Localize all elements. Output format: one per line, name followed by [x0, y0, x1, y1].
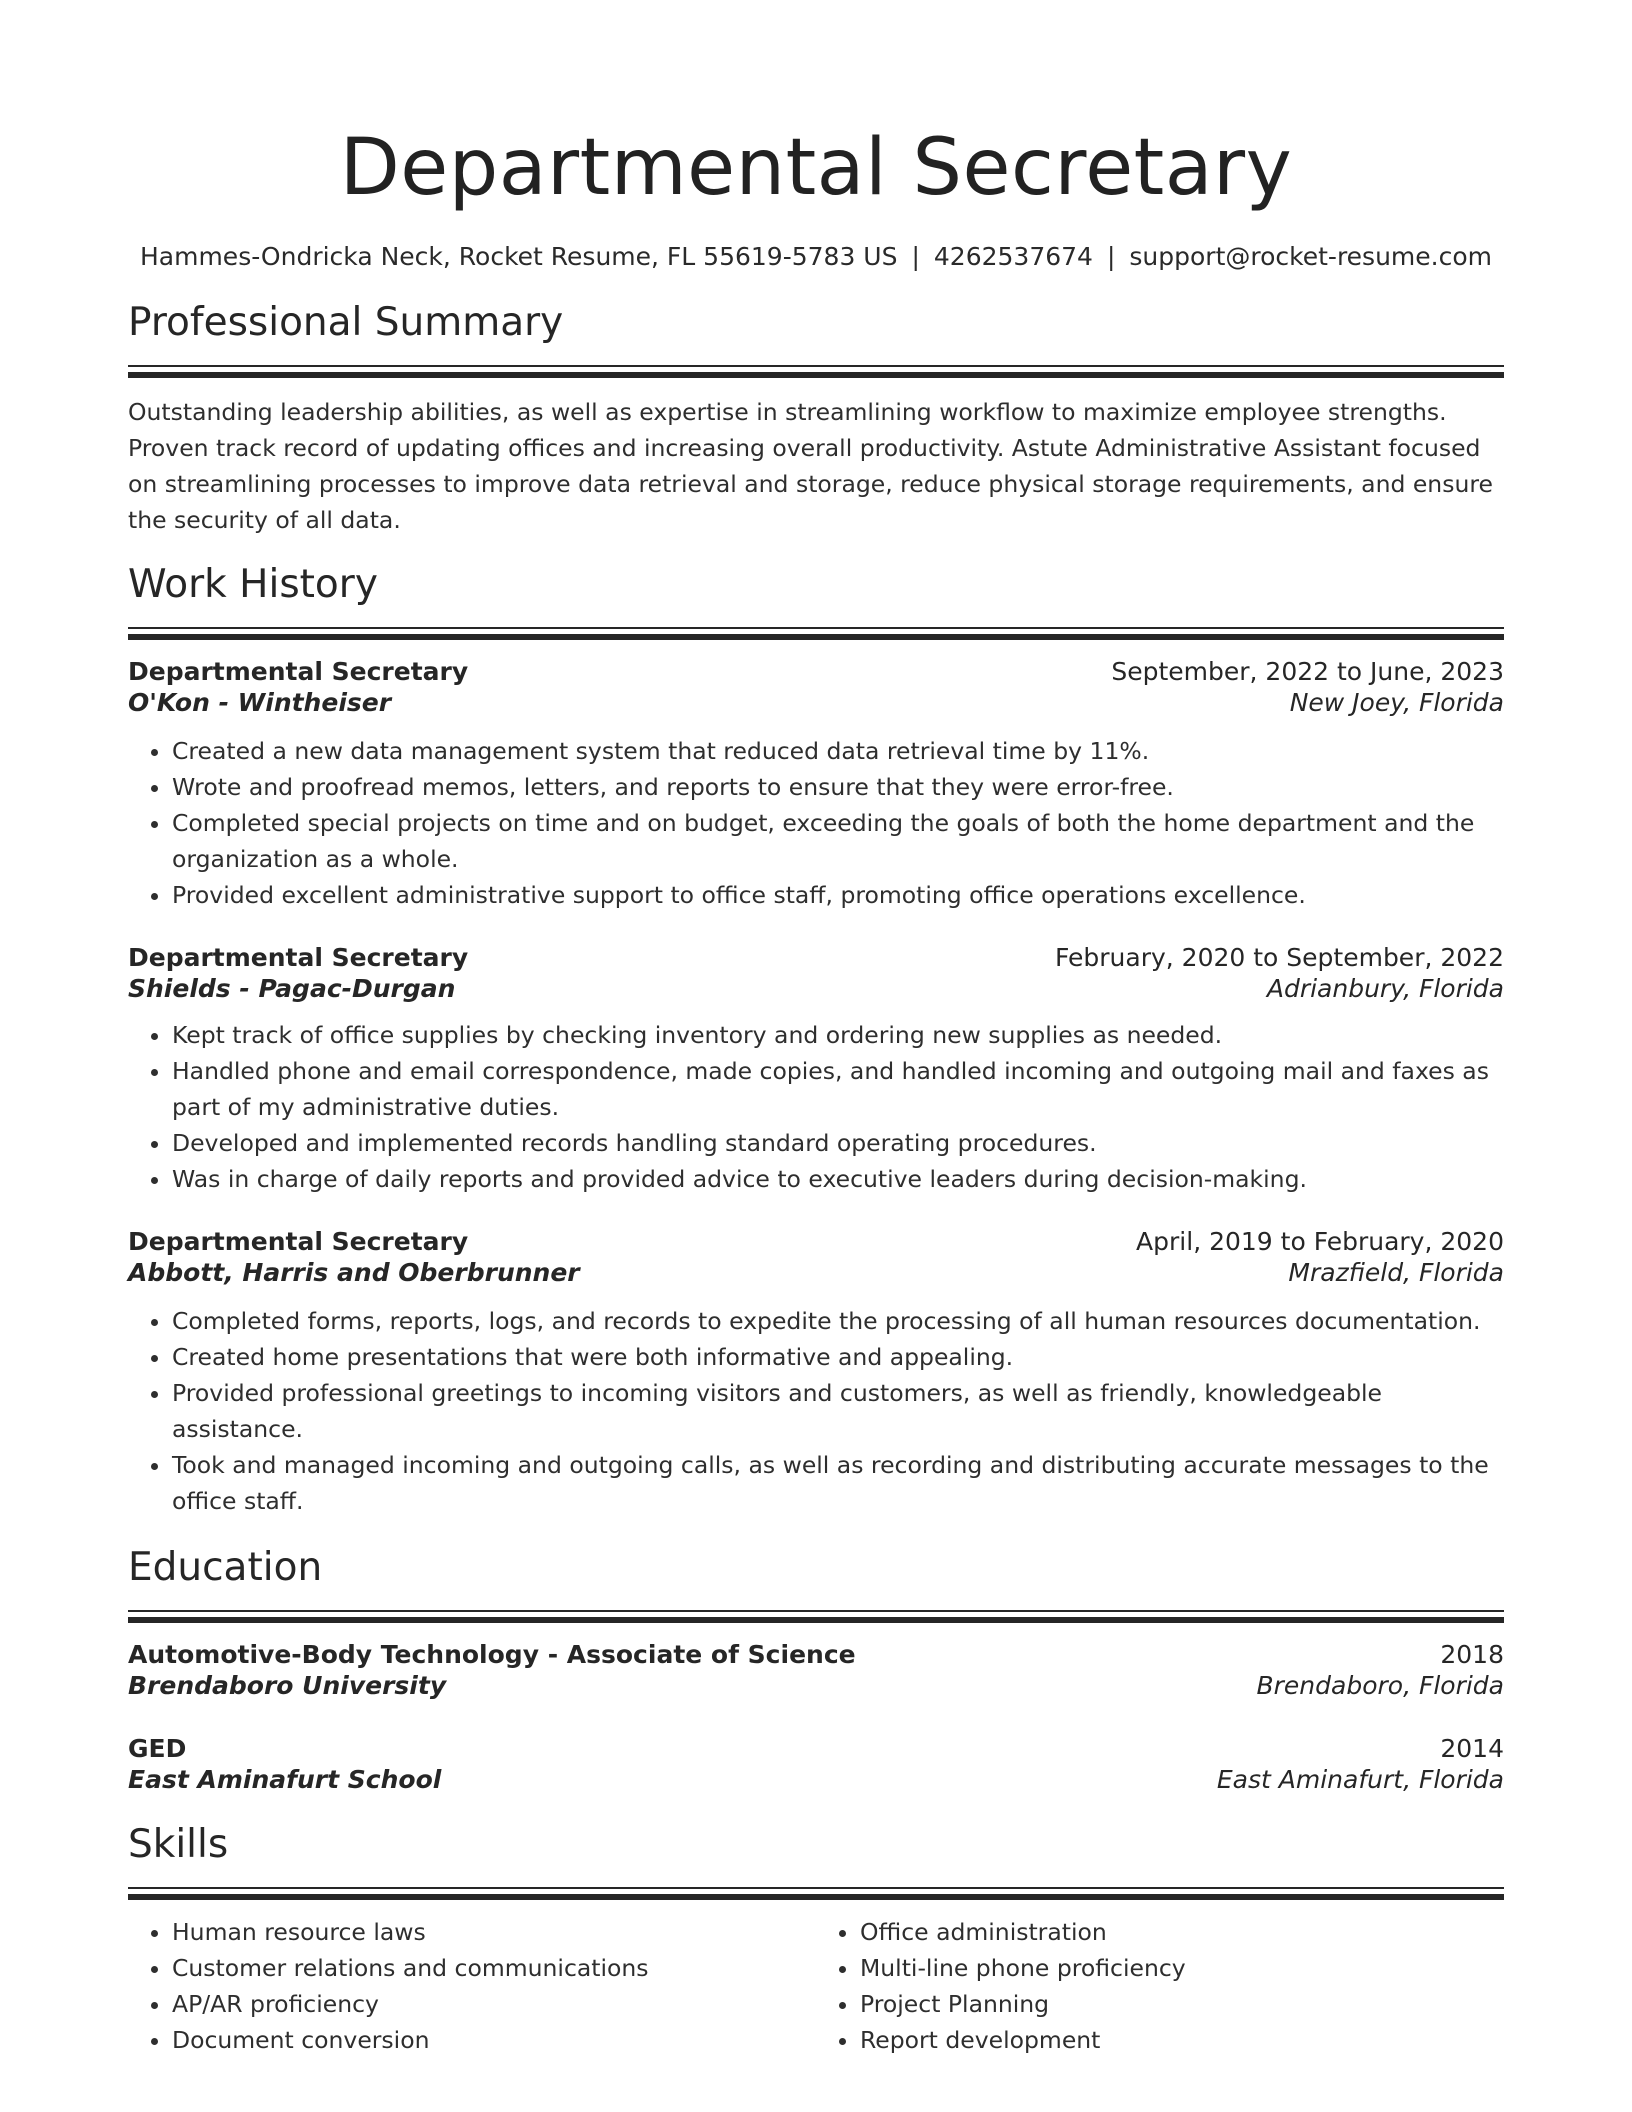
job-company: Shields - Pagac-Durgan — [128, 974, 456, 1003]
job-bullet: • Wrote and proofread memos, letters, and reports to ensure that they were error-free. — [172, 769, 1504, 805]
skill-item: • Project Planning — [860, 1986, 1504, 2022]
education-degree: Automotive-Body Technology - Associate of Science — [128, 1640, 856, 1669]
job-bullet: • Created home presentations that were both informative and appealing. — [172, 1339, 1504, 1375]
section-title-work: Work History — [128, 562, 378, 607]
job-location: Adrianbury, Florida — [1266, 974, 1504, 1003]
job-dates: April, 2019 to February, 2020 — [1136, 1227, 1504, 1256]
section-title-skills: Skills — [128, 1822, 229, 1867]
contact-phone: 4262537674 — [933, 242, 1093, 271]
education-location: East Aminafurt, Florida — [1216, 1765, 1504, 1794]
job-bullet: • Completed special projects on time and on budget, exceeding the goals of both the home department and the organization as a whole. — [172, 805, 1504, 877]
education-location: Brendaboro, Florida — [1256, 1671, 1504, 1700]
job-bullet: • Developed and implemented records handling standard operating procedures. — [172, 1125, 1504, 1161]
job-dates: September, 2022 to June, 2023 — [1111, 657, 1504, 686]
job-title: Departmental Secretary — [128, 1227, 469, 1256]
job-company: Abbott, Harris and Oberbrunner — [128, 1258, 580, 1287]
section-divider — [128, 1887, 1504, 1900]
job-bullet: • Created a new data management system that reduced data retrieval time by 11%. — [172, 733, 1504, 769]
job-location: Mrazfield, Florida — [1288, 1258, 1504, 1287]
job-title: Departmental Secretary — [128, 657, 469, 686]
skill-item: • Report development — [860, 2022, 1504, 2058]
job-bullet: • Was in charge of daily reports and provided advice to executive leaders during decision-making. — [172, 1161, 1504, 1197]
education-school: Brendaboro University — [128, 1671, 447, 1700]
skill-item: • Office administration — [860, 1914, 1504, 1950]
skill-item: • AP/AR proficiency — [172, 1986, 816, 2022]
job-bullet: • Kept track of office supplies by checking inventory and ordering new supplies as needed. — [172, 1017, 1504, 1053]
job-entry — [128, 943, 1504, 1197]
job-entry — [128, 1227, 1504, 1519]
contact-separator: | — [911, 242, 920, 271]
resume-page — [128, 0, 1504, 2058]
job-bullets — [128, 733, 1504, 913]
skills-columns — [128, 1914, 1504, 2058]
job-dates: February, 2020 to September, 2022 — [1055, 943, 1504, 972]
job-bullet: • Completed forms, reports, logs, and records to expedite the processing of all human resources documentation. — [172, 1303, 1504, 1339]
education-section — [128, 1543, 1504, 1794]
section-divider — [128, 1610, 1504, 1623]
skills-section — [128, 1820, 1504, 2058]
education-entry — [128, 1640, 1504, 1700]
education-entry — [128, 1734, 1504, 1794]
summary-text: Outstanding leadership abilities, as well as expertise in streamlining workflow to maximize employee strengths. Proven track record of updating offices and increasing overall productivity. Astute Administrative Assistant focused on streamlining processes to improve data retrieval and storage, reduce physical storage requirements, and ensure the security of all data. — [128, 398, 1493, 534]
work-section — [128, 560, 1504, 1519]
job-bullet: • Took and managed incoming and outgoing calls, as well as recording and distributing accurate messages to the office staff. — [172, 1447, 1504, 1519]
job-bullet: • Handled phone and email correspondence, made copies, and handled incoming and outgoing mail and faxes as part of my administrative duties. — [172, 1053, 1504, 1125]
section-title-education: Education — [128, 1545, 323, 1590]
job-location: New Joey, Florida — [1289, 688, 1504, 717]
education-school: East Aminafurt School — [128, 1765, 442, 1794]
skill-item: • Customer relations and communications — [172, 1950, 816, 1986]
skill-item: • Human resource laws — [172, 1914, 816, 1950]
job-title: Departmental Secretary — [128, 943, 469, 972]
job-bullets — [128, 1303, 1504, 1519]
job-bullets — [128, 1017, 1504, 1197]
job-bullet: • Provided excellent administrative support to office staff, promoting office operations excellence. — [172, 877, 1504, 913]
contact-line — [128, 240, 1504, 274]
section-title-summary: Professional Summary — [128, 300, 564, 345]
education-year: 2018 — [1440, 1640, 1504, 1669]
job-company: O'Kon - Wintheiser — [128, 688, 392, 717]
contact-separator: | — [1106, 242, 1116, 271]
contact-email: support@rocket-resume.com — [1129, 242, 1493, 271]
job-entry — [128, 657, 1504, 913]
resume-name: Departmental Secretary — [339, 123, 1293, 213]
education-degree: GED — [128, 1734, 187, 1763]
skills-list-right — [816, 1914, 1504, 2058]
section-divider — [128, 365, 1504, 378]
job-bullet: • Provided professional greetings to incoming visitors and customers, as well as friendly, knowledgeable assistance. — [172, 1375, 1504, 1447]
section-divider — [128, 627, 1504, 640]
contact-address: Hammes-Ondricka Neck, Rocket Resume, FL 55619-5783 US — [139, 242, 898, 271]
skills-list-left — [128, 1914, 816, 2058]
summary-section — [128, 298, 1504, 538]
education-year: 2014 — [1440, 1734, 1504, 1763]
skill-item: • Multi-line phone proficiency — [860, 1950, 1504, 1986]
skill-item: • Document conversion — [172, 2022, 816, 2058]
